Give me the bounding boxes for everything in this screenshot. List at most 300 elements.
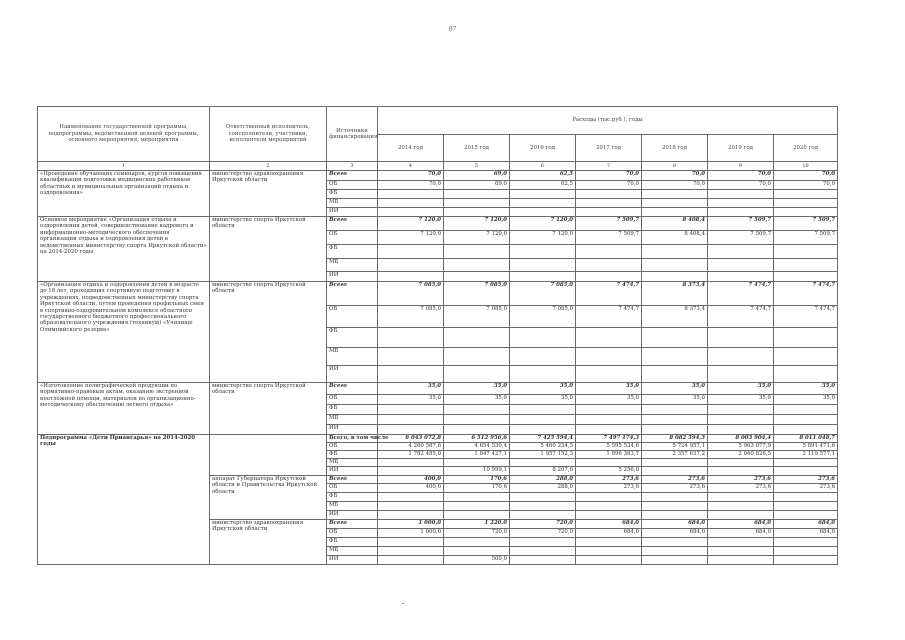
amount-cell <box>642 328 708 348</box>
amount-cell <box>774 425 838 435</box>
header-program: Наименование государственной программы, подпрограммы, ведомственной целевой программы, основного мероприятия, мероприятия <box>38 107 210 162</box>
amount-cell: 288,0 <box>510 476 576 484</box>
amount-cell <box>378 272 444 282</box>
source-label: ОБ <box>327 443 378 451</box>
amount-cell: 7 509,7 <box>774 217 838 231</box>
amount-cell: 7 509,7 <box>774 231 838 245</box>
amount-cell <box>576 493 642 502</box>
amount-cell <box>642 272 708 282</box>
amount-cell <box>576 502 642 511</box>
amount-cell: 2 119 577,1 <box>774 451 838 459</box>
column-index: 4 <box>378 162 444 171</box>
amount-cell: 35,0 <box>510 395 576 405</box>
source-label: МБ <box>327 459 378 467</box>
amount-cell <box>774 538 838 547</box>
amount-cell <box>510 190 576 199</box>
activity-name: «Проведение обучающих семинаров, курсов повышения квалификации подготовки медицинских работников областных и муниципальных организаций отдыха и оздоровления» <box>38 171 210 217</box>
source-label: Всего <box>327 171 378 181</box>
source-label: ИИ <box>327 511 378 520</box>
amount-cell <box>642 511 708 520</box>
activity-name: «Изготовление полиграфической продукции по нормативно-правовым актам, оказанию экстренной неотложной помощи, материалов по организационно-методическому обеспечению летнего отдыха» <box>38 383 210 435</box>
table-row <box>38 171 838 181</box>
amount-cell <box>708 245 774 259</box>
table-row <box>38 383 838 395</box>
amount-cell <box>510 199 576 208</box>
amount-cell <box>708 511 774 520</box>
amount-cell <box>774 272 838 282</box>
amount-cell <box>576 366 642 383</box>
amount-cell: 5 595 534,6 <box>576 443 642 451</box>
amount-cell: 8 082 594,3 <box>642 435 708 443</box>
amount-cell <box>576 425 642 435</box>
amount-cell <box>378 245 444 259</box>
amount-cell: 684,0 <box>708 520 774 529</box>
amount-cell: 273,6 <box>708 484 774 493</box>
amount-cell <box>510 208 576 217</box>
amount-cell: 7 085,0 <box>510 306 576 328</box>
amount-cell: 7 509,7 <box>708 231 774 245</box>
amount-cell <box>576 272 642 282</box>
source-label: ФБ <box>327 245 378 259</box>
amount-cell <box>642 502 708 511</box>
amount-cell: 6 512 956,6 <box>444 435 510 443</box>
amount-cell <box>774 493 838 502</box>
amount-cell: 35,0 <box>510 383 576 395</box>
amount-cell <box>510 415 576 425</box>
header-year: 2017 год <box>576 135 642 162</box>
source-label: ОБ <box>327 231 378 245</box>
amount-cell <box>444 493 510 502</box>
amount-cell <box>774 415 838 425</box>
header-sources: Источники финансирования <box>327 107 378 162</box>
amount-cell: 720,0 <box>510 529 576 538</box>
amount-cell <box>774 245 838 259</box>
amount-cell: 8 408,4 <box>642 217 708 231</box>
header-year: 2015 год <box>444 135 510 162</box>
amount-cell: 5 256,0 <box>576 467 642 476</box>
amount-cell: 684,0 <box>708 529 774 538</box>
column-index: 5 <box>444 162 510 171</box>
activity-name: «Организация отдыха и оздоровления детей в возрасте до 18 лет, проходящих спортивную подготовку в учреждениях, подведомственных министерству спорта Иркутской области, путем проведения профильных смен в спортивно-оздоровительном комплексе областного государственного бюджетного профессионального образовательного учреждения (техникум) «Училище Олимпийского резерва» <box>38 282 210 383</box>
source-label: Всего <box>327 476 378 484</box>
amount-cell <box>708 556 774 565</box>
amount-cell <box>378 511 444 520</box>
amount-cell: 70,0 <box>378 181 444 190</box>
amount-cell: 7 474,7 <box>708 306 774 328</box>
amount-cell <box>510 366 576 383</box>
amount-cell <box>576 405 642 415</box>
executor-name: министерство спорта Иркутской области <box>210 383 327 435</box>
amount-cell <box>642 259 708 272</box>
amount-cell <box>444 459 510 467</box>
source-label: МБ <box>327 348 378 366</box>
amount-cell: 5 963 077,9 <box>708 443 774 451</box>
amount-cell <box>576 511 642 520</box>
amount-cell: 70,0 <box>378 171 444 181</box>
amount-cell <box>642 405 708 415</box>
amount-cell <box>378 199 444 208</box>
amount-cell: 7 085,0 <box>510 282 576 306</box>
amount-cell: 273,6 <box>774 476 838 484</box>
amount-cell: 7 085,0 <box>444 306 510 328</box>
amount-cell: 8 408,4 <box>642 231 708 245</box>
amount-cell <box>444 272 510 282</box>
amount-cell: 400,0 <box>378 484 444 493</box>
amount-cell: 70,0 <box>708 171 774 181</box>
amount-cell <box>510 459 576 467</box>
amount-cell: 273,6 <box>576 484 642 493</box>
amount-cell <box>642 459 708 467</box>
column-index: 3 <box>327 162 378 171</box>
amount-cell <box>774 259 838 272</box>
amount-cell <box>378 547 444 556</box>
amount-cell: 70,0 <box>642 171 708 181</box>
amount-cell <box>444 190 510 199</box>
amount-cell: 7 085,0 <box>378 306 444 328</box>
amount-cell <box>444 502 510 511</box>
amount-cell: 273,6 <box>708 476 774 484</box>
source-label: Всего <box>327 217 378 231</box>
amount-cell <box>444 511 510 520</box>
amount-cell: 1 957 152,3 <box>510 451 576 459</box>
table-row <box>38 435 838 443</box>
column-index: 6 <box>510 162 576 171</box>
amount-cell: 8 373,4 <box>642 282 708 306</box>
column-index: 2 <box>210 162 327 171</box>
column-index: 8 <box>642 162 708 171</box>
amount-cell: 8 003 904,4 <box>708 435 774 443</box>
amount-cell <box>576 190 642 199</box>
amount-cell: 273,6 <box>576 476 642 484</box>
amount-cell: 35,0 <box>576 383 642 395</box>
amount-cell <box>576 199 642 208</box>
source-label: ФБ <box>327 328 378 348</box>
amount-cell <box>444 259 510 272</box>
source-label: ФБ <box>327 451 378 459</box>
amount-cell <box>378 502 444 511</box>
activity-name: Основное мероприятие «Организация отдыха и оздоровления детей, совершенствование кадрового и информационно-методического обеспечения организации отдыха и оздоровления детей в ведомственных министерству спорта Иркутской области» на 2014-2020 годы <box>38 217 210 282</box>
amount-cell <box>378 208 444 217</box>
amount-cell: 70,0 <box>576 171 642 181</box>
amount-cell <box>708 502 774 511</box>
amount-cell: 7 120,0 <box>510 231 576 245</box>
amount-cell <box>774 467 838 476</box>
amount-cell <box>444 208 510 217</box>
amount-cell: 7 474,7 <box>576 306 642 328</box>
amount-cell: 7 120,0 <box>444 231 510 245</box>
source-label: МБ <box>327 547 378 556</box>
amount-cell <box>576 556 642 565</box>
amount-cell: 35,0 <box>378 383 444 395</box>
column-index: 9 <box>708 162 774 171</box>
amount-cell <box>576 538 642 547</box>
amount-cell <box>642 538 708 547</box>
amount-cell <box>774 556 838 565</box>
amount-cell <box>510 493 576 502</box>
header-executor: Ответственный исполнитель, соисполнители, участники, исполнители мероприятий <box>210 107 327 162</box>
amount-cell: 4 260 587,8 <box>378 443 444 451</box>
amount-cell <box>378 405 444 415</box>
amount-cell <box>444 366 510 383</box>
amount-cell: 7 474,7 <box>774 282 838 306</box>
amount-cell <box>510 547 576 556</box>
amount-cell <box>774 459 838 467</box>
amount-cell <box>378 425 444 435</box>
amount-cell <box>378 190 444 199</box>
amount-cell <box>774 208 838 217</box>
amount-cell: 35,0 <box>444 395 510 405</box>
amount-cell: 7 120,0 <box>510 217 576 231</box>
column-index: 1 <box>38 162 210 171</box>
amount-cell <box>642 348 708 366</box>
amount-cell <box>444 538 510 547</box>
amount-cell <box>378 328 444 348</box>
amount-cell <box>510 328 576 348</box>
amount-cell <box>444 199 510 208</box>
amount-cell: 720,0 <box>510 520 576 529</box>
source-label: МБ <box>327 199 378 208</box>
budget-table <box>37 106 838 565</box>
amount-cell: 70,0 <box>774 181 838 190</box>
table-row <box>38 282 838 306</box>
amount-cell <box>642 467 708 476</box>
amount-cell <box>708 425 774 435</box>
header-year: 2018 год <box>642 135 708 162</box>
amount-cell: 5 724 957,1 <box>642 443 708 451</box>
table-row <box>38 217 838 231</box>
source-label: Всего <box>327 282 378 306</box>
amount-cell: 35,0 <box>642 395 708 405</box>
amount-cell: 1 220,0 <box>444 520 510 529</box>
amount-cell <box>708 538 774 547</box>
amount-cell: 1 000,0 <box>378 520 444 529</box>
amount-cell: 62,5 <box>510 171 576 181</box>
column-index: 7 <box>576 162 642 171</box>
executor-name: министерство спорта Иркутской области <box>210 217 327 282</box>
source-label: ИИ <box>327 556 378 565</box>
amount-cell <box>642 366 708 383</box>
amount-cell <box>774 199 838 208</box>
amount-cell: 35,0 <box>774 395 838 405</box>
amount-cell: 170,6 <box>444 476 510 484</box>
amount-cell: 5 891 471,6 <box>774 443 838 451</box>
amount-cell: 69,0 <box>444 171 510 181</box>
amount-cell: 1 782 485,0 <box>378 451 444 459</box>
amount-cell <box>642 493 708 502</box>
source-label: ФБ <box>327 538 378 547</box>
amount-cell <box>576 259 642 272</box>
amount-cell <box>774 502 838 511</box>
amount-cell: 35,0 <box>708 383 774 395</box>
amount-cell <box>378 556 444 565</box>
amount-cell: 1 847 427,1 <box>444 451 510 459</box>
executor-name: аппарат Губернатора Иркутской области и Правительства Иркутской области <box>210 476 327 520</box>
amount-cell <box>444 245 510 259</box>
source-label: ФБ <box>327 190 378 199</box>
amount-cell: 7 509,7 <box>576 217 642 231</box>
amount-cell <box>642 208 708 217</box>
amount-cell: 70,0 <box>642 181 708 190</box>
amount-cell <box>708 348 774 366</box>
source-label: Всего <box>327 383 378 395</box>
scan-mark <box>402 603 404 604</box>
amount-cell <box>774 405 838 415</box>
amount-cell: 273,6 <box>774 484 838 493</box>
amount-cell: 35,0 <box>708 395 774 405</box>
source-label: ОБ <box>327 395 378 405</box>
amount-cell <box>510 245 576 259</box>
header-year: 2020 год <box>774 135 838 162</box>
amount-cell <box>576 348 642 366</box>
amount-cell <box>444 405 510 415</box>
amount-cell: 7 085,0 <box>444 282 510 306</box>
amount-cell <box>774 328 838 348</box>
amount-cell <box>510 272 576 282</box>
source-label: МБ <box>327 415 378 425</box>
column-index-row <box>38 162 838 171</box>
amount-cell: 8 207,6 <box>510 467 576 476</box>
amount-cell: 35,0 <box>444 383 510 395</box>
amount-cell <box>510 425 576 435</box>
source-label: ИИ <box>327 425 378 435</box>
amount-cell: 2 357 637,2 <box>642 451 708 459</box>
amount-cell <box>774 348 838 366</box>
amount-cell <box>708 467 774 476</box>
amount-cell: 7 120,0 <box>378 231 444 245</box>
amount-cell <box>642 190 708 199</box>
amount-cell: 8 011 048,7 <box>774 435 838 443</box>
source-label: ОБ <box>327 306 378 328</box>
amount-cell <box>774 366 838 383</box>
amount-cell: 7 474,7 <box>708 282 774 306</box>
source-label: ИИ <box>327 208 378 217</box>
amount-cell: 170,6 <box>444 484 510 493</box>
amount-cell: 70,0 <box>708 181 774 190</box>
source-label: ИИ <box>327 366 378 383</box>
amount-cell <box>378 538 444 547</box>
amount-cell <box>378 415 444 425</box>
header-year: 2019 год <box>708 135 774 162</box>
amount-cell: 273,6 <box>642 484 708 493</box>
amount-cell: 35,0 <box>576 395 642 405</box>
amount-cell <box>510 405 576 415</box>
amount-cell: 273,6 <box>642 476 708 484</box>
amount-cell: 684,0 <box>642 529 708 538</box>
amount-cell <box>510 538 576 547</box>
amount-cell <box>774 511 838 520</box>
amount-cell: 400,0 <box>378 476 444 484</box>
amount-cell: 684,0 <box>576 520 642 529</box>
amount-cell <box>708 259 774 272</box>
amount-cell: 1 000,0 <box>378 529 444 538</box>
amount-cell: 7 120,0 <box>444 217 510 231</box>
amount-cell <box>708 405 774 415</box>
source-label: МБ <box>327 259 378 272</box>
amount-cell: 69,0 <box>444 181 510 190</box>
executor-name: министерство спорта Иркутской области <box>210 282 327 383</box>
amount-cell: 62,5 <box>510 181 576 190</box>
page-number: 87 <box>448 26 457 33</box>
source-label: ОБ <box>327 181 378 190</box>
amount-cell <box>378 366 444 383</box>
source-label: ОБ <box>327 529 378 538</box>
amount-cell <box>708 459 774 467</box>
executor-name: министерство здравоохранения Иркутской области <box>210 171 327 217</box>
source-label: МБ <box>327 502 378 511</box>
amount-cell <box>510 511 576 520</box>
amount-cell <box>576 415 642 425</box>
header-year: 2014 год <box>378 135 444 162</box>
amount-cell: 288,0 <box>510 484 576 493</box>
amount-cell <box>774 547 838 556</box>
column-index: 10 <box>774 162 838 171</box>
amount-cell: 7 474,7 <box>576 282 642 306</box>
amount-cell <box>378 467 444 476</box>
source-label: ФБ <box>327 493 378 502</box>
source-label: ИИ <box>327 272 378 282</box>
amount-cell <box>510 502 576 511</box>
amount-cell: 5 460 234,5 <box>510 443 576 451</box>
executor-name: министерство здравоохранения Иркутской области <box>210 520 327 565</box>
amount-cell <box>642 425 708 435</box>
header-expenses: Расходы (тыс.руб.), годы <box>378 107 838 135</box>
amount-cell: 35,0 <box>378 395 444 405</box>
amount-cell: 684,0 <box>576 529 642 538</box>
amount-cell <box>642 547 708 556</box>
amount-cell <box>576 208 642 217</box>
amount-cell: 70,0 <box>774 171 838 181</box>
amount-cell <box>444 328 510 348</box>
amount-cell: 7 120,0 <box>378 217 444 231</box>
source-label: ИИ <box>327 467 378 476</box>
header-year: 2016 год <box>510 135 576 162</box>
amount-cell: 10 999,1 <box>444 467 510 476</box>
source-label: ФБ <box>327 405 378 415</box>
amount-cell <box>378 259 444 272</box>
amount-cell <box>378 348 444 366</box>
amount-cell: 500,0 <box>444 556 510 565</box>
amount-cell: 70,0 <box>576 181 642 190</box>
amount-cell: 7 085,0 <box>378 282 444 306</box>
amount-cell: 684,0 <box>774 520 838 529</box>
source-label: Всего, в том числе <box>327 435 378 443</box>
amount-cell: 8 373,4 <box>642 306 708 328</box>
amount-cell <box>708 208 774 217</box>
amount-cell <box>510 259 576 272</box>
amount-cell <box>378 459 444 467</box>
amount-cell <box>708 272 774 282</box>
amount-cell <box>708 199 774 208</box>
subprogram-name: Подпрограмма «Дети Приангарья» на 2014-2020 годы <box>38 435 210 565</box>
amount-cell: 7 425 594,4 <box>510 435 576 443</box>
amount-cell <box>642 415 708 425</box>
amount-cell: 1 896 383,7 <box>576 451 642 459</box>
amount-cell <box>576 245 642 259</box>
amount-cell <box>576 328 642 348</box>
amount-cell: 6 043 072,8 <box>378 435 444 443</box>
amount-cell: 720,0 <box>444 529 510 538</box>
amount-cell <box>642 199 708 208</box>
amount-cell <box>378 493 444 502</box>
source-label: Всего <box>327 520 378 529</box>
executor-name <box>210 435 327 476</box>
amount-cell: 7 474,7 <box>774 306 838 328</box>
amount-cell <box>444 348 510 366</box>
amount-cell <box>708 493 774 502</box>
source-label: ОБ <box>327 484 378 493</box>
amount-cell: 7 509,7 <box>708 217 774 231</box>
amount-cell: 2 040 826,5 <box>708 451 774 459</box>
